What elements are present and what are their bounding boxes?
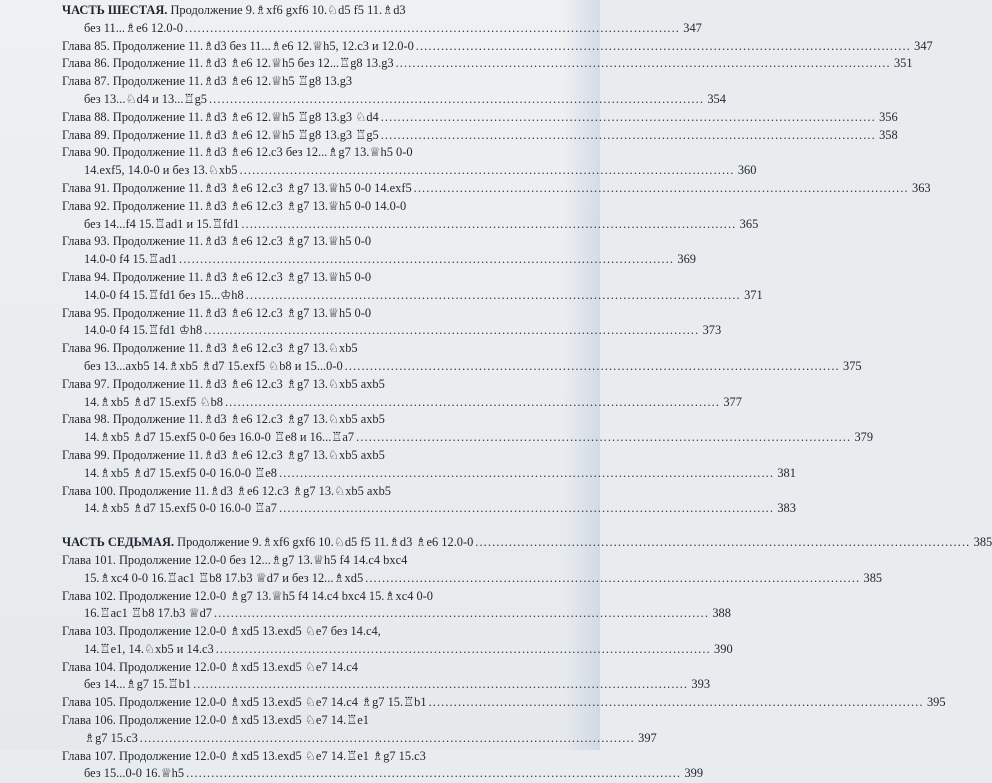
dot-leader xyxy=(396,55,889,73)
chapter-title-continuation: 15.♗xc4 0-0 16.♖ac1 ♖b8 17.b3 ♕d7 и без 12...♗xd5 xyxy=(84,570,364,585)
chapter-title-continuation: без 13...♘d4 и 13...♖g5 xyxy=(84,91,207,106)
part-7-title-rest: Продолжение 9.♗xf6 gxf6 10.♘d5 f5 11.♗d3 ♗e6 12.0-0 xyxy=(174,535,474,550)
toc-chapter-entry xyxy=(62,55,913,73)
toc-chapter-entry xyxy=(62,748,704,783)
toc-chapter-entry xyxy=(62,144,757,180)
part-7-chapter-list xyxy=(62,552,946,783)
toc-chapter-entry xyxy=(62,73,726,109)
toc-chapter-entry xyxy=(62,659,711,695)
dot-leader xyxy=(186,765,679,783)
chapter-title: Глава 91. Продолжение 11.♗d3 ♗e6 12.c3 ♗g7 13.♕h5 0-0 14.exf5 xyxy=(62,180,412,195)
dot-leader xyxy=(193,676,686,694)
chapter-title: Глава 102. Продолжение 12.0-0 ♗g7 13.♕h5 f4 14.c4 bxc4 15.♗xc4 0-0 xyxy=(62,588,434,603)
chapter-title: Глава 89. Продолжение 11.♗d3 ♗e6 12.♕h5 ♖g8 13.g3 ♖g5 xyxy=(62,127,379,142)
page-number: 354 xyxy=(707,91,726,106)
page-number: 365 xyxy=(739,216,759,231)
chapter-title: Глава 94. Продолжение 11.♗d3 ♗e6 12.c3 ♗g7 13.♕h5 0-0 xyxy=(62,269,372,284)
chapter-title: Глава 104. Продолжение 12.0-0 ♗xd5 13.exd5 ♘e7 14.c4 xyxy=(62,659,358,674)
page-number: 369 xyxy=(677,252,696,267)
chapter-title: Глава 88. Продолжение 11.♗d3 ♗e6 12.♕h5 ♖g8 13.g3 ♘d4 xyxy=(62,109,379,124)
dot-leader xyxy=(429,694,922,712)
page-number: 385 xyxy=(863,570,883,585)
chapter-title: Глава 86. Продолжение 11.♗d3 ♗e6 12.♕h5 без 12...♖g8 13.g3 xyxy=(62,56,394,71)
dot-leader xyxy=(209,91,702,109)
dot-leader xyxy=(241,216,734,234)
dot-leader xyxy=(179,251,672,269)
part-6-title: ЧАСТЬ ШЕСТАЯ. xyxy=(62,3,168,17)
toc-chapter-entry xyxy=(62,712,657,748)
page-number: 360 xyxy=(737,163,757,178)
page-number: 390 xyxy=(714,641,733,656)
page-number: 383 xyxy=(777,501,796,516)
toc-chapter-entry xyxy=(62,109,898,127)
toc-chapter-entry xyxy=(62,411,874,447)
toc-chapter-entry xyxy=(62,588,731,624)
dot-leader xyxy=(214,605,707,623)
page-number: 363 xyxy=(912,180,931,195)
part-6-title-rest: Продолжение 9.♗xf6 gxf6 10.♘d5 f5 11.♗d3 xyxy=(167,3,406,17)
chapter-title: Глава 92. Продолжение 11.♗d3 ♗e6 12.c3 ♗g7 13.♕h5 0-0 14.0-0 xyxy=(62,198,407,213)
page-number: 347 xyxy=(683,20,702,35)
dot-leader xyxy=(216,641,709,659)
toc-chapter-entry xyxy=(62,269,763,305)
toc-chapter-entry xyxy=(62,340,862,376)
page-number: 373 xyxy=(702,323,722,338)
toc-chapter-entry xyxy=(62,38,933,56)
chapter-title: Глава 97. Продолжение 11.♗d3 ♗e6 12.c3 ♗g7 13.♘xb5 axb5 xyxy=(62,376,385,391)
chapter-title-continuation: 14.0-0 f4 15.♖ad1 xyxy=(84,252,178,267)
page-number: 371 xyxy=(744,287,763,302)
chapter-title-continuation: 14.exf5, 14.0-0 и без 13.♘xb5 xyxy=(84,163,238,178)
chapter-title: Глава 96. Продолжение 11.♗d3 ♗e6 12.c3 ♗g7 13.♘xb5 xyxy=(62,341,358,356)
dot-leader xyxy=(381,109,874,127)
page-number: 388 xyxy=(712,606,731,621)
page-number: 377 xyxy=(723,394,742,409)
page-number: 397 xyxy=(638,730,657,745)
chapter-title-continuation: ♗g7 15.c3 xyxy=(84,730,138,745)
page-number: 351 xyxy=(893,56,913,71)
chapter-title: Глава 85. Продолжение 11.♗d3 без 11...♗e6 12.♕h5, 12.c3 и 12.0-0 xyxy=(62,38,414,53)
chapter-title: Глава 107. Продолжение 12.0-0 ♗xd5 13.exd5 ♘e7 14.♖e1 ♗g7 15.c3 xyxy=(62,748,426,763)
toc-chapter-entry xyxy=(62,233,696,269)
page-number: 347 xyxy=(914,38,933,53)
toc-chapter-entry xyxy=(62,483,796,519)
dot-leader xyxy=(240,162,733,180)
chapter-title: Глава 90. Продолжение 11.♗d3 ♗e6 12.c3 без 12...♗g7 13.♕h5 0-0 xyxy=(62,145,413,160)
chapter-title-continuation: 14.♗xb5 ♗d7 15.exf5 0-0 16.0-0 ♖e8 xyxy=(84,465,277,480)
page-number: 393 xyxy=(691,677,711,692)
chapter-title: Глава 100. Продолжение 11.♗d3 ♗e6 12.c3 ♗g7 13.♘xb5 axb5 xyxy=(62,483,392,498)
page-number: 375 xyxy=(843,358,862,373)
page-number: 399 xyxy=(684,766,704,781)
part-7-entry xyxy=(62,534,992,552)
dot-leader xyxy=(279,500,772,518)
part-7-title: ЧАСТЬ СЕДЬМАЯ. xyxy=(62,535,175,550)
chapter-title-continuation: 14.0-0 f4 15.♖fd1 без 15...♔h8 xyxy=(84,287,244,302)
chapter-title-continuation: 14.♗xb5 ♗d7 15.exf5 0-0 16.0-0 ♖a7 xyxy=(84,501,277,516)
chapter-title-continuation: 14.♖e1, 14.♘xb5 и 14.c3 xyxy=(84,641,214,656)
chapter-title-continuation: без 14...f4 15.♖ad1 и 15.♖fd1 xyxy=(84,216,240,231)
dot-leader xyxy=(185,20,678,38)
toc-chapter-entry xyxy=(62,447,796,483)
chapter-title: Глава 101. Продолжение 12.0-0 без 12...♗g7 13.♕h5 f4 14.c4 bxc4 xyxy=(62,552,408,567)
part-6-entry xyxy=(62,2,702,38)
part-6-chapter-list xyxy=(62,38,933,519)
dot-leader xyxy=(381,127,874,145)
chapter-title-continuation: без 15...0-0 16.♕h5 xyxy=(84,766,185,781)
toc-chapter-entry xyxy=(62,198,759,234)
chapter-title: Глава 105. Продолжение 12.0-0 ♗xd5 13.exd5 ♘e7 14.c4 ♗g7 15.♖b1 xyxy=(62,695,427,710)
dot-leader xyxy=(356,429,849,447)
chapter-title-continuation: 14.0-0 f4 15.♖fd1 ♔h8 xyxy=(84,323,203,338)
dot-leader xyxy=(365,570,858,588)
part-6-continuation: без 11...♗e6 12.0-0 xyxy=(84,20,183,35)
section-gap xyxy=(62,518,562,534)
chapter-title-continuation: 16.♖ac1 ♖b8 17.b3 ♕d7 xyxy=(84,606,212,621)
dot-leader xyxy=(225,394,718,412)
toc-chapter-entry xyxy=(62,127,898,145)
page-number: 381 xyxy=(777,465,796,480)
dot-leader xyxy=(475,534,968,552)
chapter-title: Глава 99. Продолжение 11.♗d3 ♗e6 12.c3 ♗g7 13.♘xb5 axb5 xyxy=(62,447,385,462)
chapter-title: Глава 103. Продолжение 12.0-0 ♗xd5 13.exd5 ♘e7 без 14.c4, xyxy=(62,624,381,639)
dot-leader xyxy=(416,38,909,56)
dot-leader xyxy=(414,180,907,198)
dot-leader xyxy=(246,287,739,305)
dot-leader xyxy=(140,730,633,748)
page-number: 358 xyxy=(879,127,898,142)
dot-leader xyxy=(204,322,697,340)
chapter-title: Глава 93. Продолжение 11.♗d3 ♗e6 12.c3 ♗g7 13.♕h5 0-0 xyxy=(62,234,372,249)
dot-leader xyxy=(279,465,772,483)
table-of-contents xyxy=(62,2,992,783)
chapter-title: Глава 95. Продолжение 11.♗d3 ♗e6 12.c3 ♗g7 13.♕h5 0-0 xyxy=(62,305,372,320)
toc-chapter-entry xyxy=(62,694,946,712)
chapter-title: Глава 87. Продолжение 11.♗d3 ♗e6 12.♕h5 ♖g8 13.g3 xyxy=(62,74,353,89)
chapter-title: Глава 106. Продолжение 12.0-0 ♗xd5 13.exd5 ♘e7 14.♖e1 xyxy=(62,713,369,728)
page-number: 379 xyxy=(854,430,874,445)
toc-chapter-entry xyxy=(62,623,733,659)
page-number: 395 xyxy=(926,695,946,710)
toc-chapter-entry xyxy=(62,376,742,412)
chapter-title-continuation: без 13...axb5 14.♗xb5 ♗d7 15.exf5 ♘b8 и 15...0-0 xyxy=(84,358,343,373)
dot-leader xyxy=(345,358,838,376)
toc-chapter-entry xyxy=(62,180,931,198)
chapter-title: Глава 98. Продолжение 11.♗d3 ♗e6 12.c3 ♗g7 13.♘xb5 axb5 xyxy=(62,412,385,427)
chapter-title-continuation: без 14...♗g7 15.♖b1 xyxy=(84,677,192,692)
page-number: 385 xyxy=(973,535,992,550)
chapter-title-continuation: 14.♗xb5 ♗d7 15.exf5 ♘b8 xyxy=(84,394,223,409)
toc-chapter-entry xyxy=(62,305,722,341)
chapter-title-continuation: 14.♗xb5 ♗d7 15.exf5 0-0 без 16.0-0 ♖e8 и 16...♖a7 xyxy=(84,430,355,445)
toc-chapter-entry xyxy=(62,552,883,588)
page-number: 356 xyxy=(879,109,898,124)
